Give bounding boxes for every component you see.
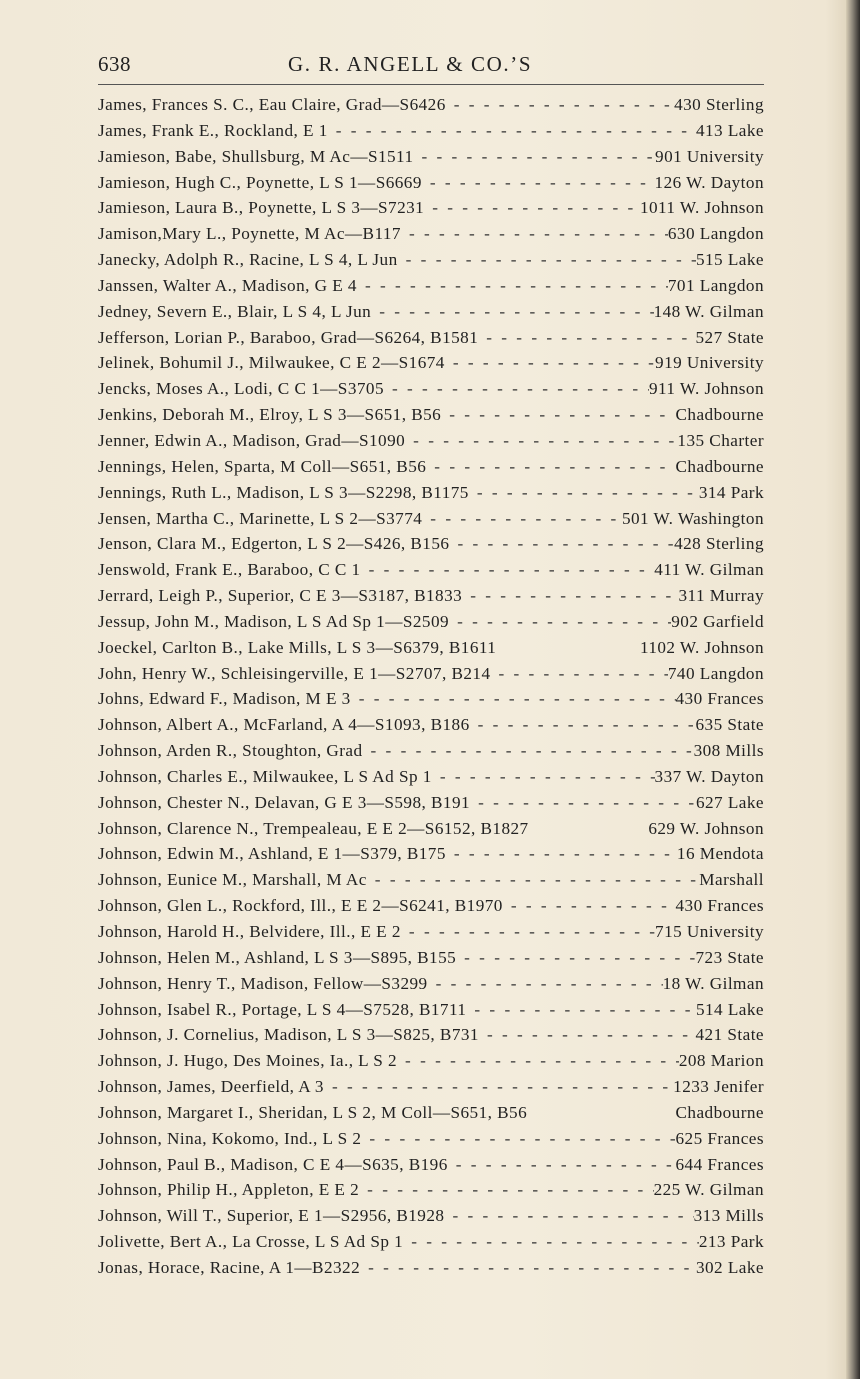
entry-name: Johnson, J. Hugo, Des Moines, Ia., L S 2 <box>98 1051 398 1071</box>
entry-address: 18 W. Gilman <box>662 973 764 993</box>
entry-address: 311 Murray <box>678 586 764 606</box>
entry-address: 225 W. Gilman <box>653 1180 764 1200</box>
entry-address: 1233 Jenifer <box>673 1077 764 1097</box>
entry-name: Johnson, Paul B., Madison, C E 4—S635, B196 <box>98 1154 448 1174</box>
dot-leader <box>357 273 668 299</box>
entry-address: 911 W. Johnson <box>648 379 764 399</box>
entry-name: Johnson, Edwin M., Ashland, E 1—S379, B175 <box>98 844 446 864</box>
directory-entry <box>98 738 764 764</box>
entry-address: 629 W. Johnson <box>648 818 764 838</box>
directory-entry <box>98 1048 764 1074</box>
dot-leader <box>422 170 655 196</box>
entry-address: 411 W. Gilman <box>654 560 764 580</box>
entry-name: Jefferson, Lorian P., Baraboo, Grad—S6264, B1581 <box>98 327 479 347</box>
dot-leader <box>441 402 675 428</box>
entry-name: Jerrard, Leigh P., Superior, C E 3—S3187, B1833 <box>98 586 463 606</box>
dot-leader <box>361 557 655 583</box>
dot-leader <box>324 1074 673 1100</box>
dot-leader <box>405 428 677 454</box>
entry-name: Johnson, Glen L., Rockford, Ill., E E 2—S6241, B1970 <box>98 896 503 916</box>
directory-entry <box>98 635 764 661</box>
directory-entry <box>98 1229 764 1255</box>
dot-leader <box>371 299 653 325</box>
entry-name: Janssen, Walter A., Madison, G E 4 <box>98 275 357 295</box>
directory-entry <box>98 325 764 351</box>
directory-entry <box>98 480 764 506</box>
entry-address: 501 W. Washington <box>621 508 764 528</box>
entry-address: 337 W. Dayton <box>654 766 764 786</box>
dot-leader <box>384 376 649 402</box>
directory-entry <box>98 867 764 893</box>
entry-address: 740 Langdon <box>667 663 764 683</box>
entry-address: 308 Mills <box>693 741 764 761</box>
dot-leader <box>397 1048 679 1074</box>
directory-entry <box>98 170 764 196</box>
entry-name: Jedney, Severn E., Blair, L S 4, L Jun <box>98 301 372 321</box>
dot-leader <box>444 1203 693 1229</box>
entry-name: Johnson, Eunice M., Marshall, M Ac <box>98 870 367 890</box>
entry-address: 527 State <box>695 327 764 347</box>
dot-leader <box>363 738 694 764</box>
directory-entry <box>98 609 764 635</box>
directory-entry <box>98 273 764 299</box>
entry-name: Jenson, Clara M., Edgerton, L S 2—S426, B156 <box>98 534 450 554</box>
entry-address: 413 Lake <box>695 120 764 140</box>
entry-name: Johnson, Philip H., Appleton, E E 2 <box>98 1180 360 1200</box>
entry-name: Johnson, Charles E., Milwaukee, L S Ad Sp 1 <box>98 766 432 786</box>
dot-leader <box>445 350 655 376</box>
dot-leader <box>351 686 676 712</box>
directory-entry <box>98 919 764 945</box>
entry-address: 644 Frances <box>675 1154 764 1174</box>
entry-address: 135 Charter <box>677 430 764 450</box>
dot-leader <box>491 661 668 687</box>
entry-name: Jamison,Mary L., Poynette, M Ac—B117 <box>98 224 401 244</box>
entry-name: Jenner, Edwin A., Madison, Grad—S1090 <box>98 430 406 450</box>
entry-name: Janecky, Adolph R., Racine, L S 4, L Jun <box>98 250 398 270</box>
entry-address: 701 Langdon <box>667 275 764 295</box>
directory-entry <box>98 712 764 738</box>
entry-address: 430 Sterling <box>674 95 764 114</box>
directory-entry <box>98 402 764 428</box>
entry-address: 1102 W. Johnson <box>639 637 764 657</box>
entry-address: Chadbourne <box>675 1102 764 1122</box>
dot-leader <box>446 841 677 867</box>
directory-entry <box>98 247 764 273</box>
directory-entry <box>98 92 764 118</box>
dot-leader <box>414 144 656 170</box>
page-edge-shadow <box>846 0 860 1379</box>
directory-entry <box>98 816 764 842</box>
directory-entry <box>98 1022 764 1048</box>
dot-leader <box>503 893 676 919</box>
entry-name: Johnson, Isabel R., Portage, L S 4—S7528, B1711 <box>98 999 467 1019</box>
entry-name: Johnson, Margaret I., Sheridan, L S 2, M Coll—S651, B56 <box>98 1102 528 1122</box>
dot-leader <box>479 1022 696 1048</box>
dot-leader <box>478 325 695 351</box>
page-header <box>98 52 764 80</box>
directory-entry <box>98 997 764 1023</box>
dot-leader <box>422 506 622 532</box>
entry-name: Jennings, Ruth L., Madison, L S 3—S2298, B1175 <box>98 482 469 502</box>
entry-address: 514 Lake <box>695 999 764 1019</box>
dot-leader <box>361 1126 675 1152</box>
entry-name: Johnson, Chester N., Delavan, G E 3—S598, B191 <box>98 792 471 812</box>
entry-address: 208 Marion <box>678 1051 764 1071</box>
entry-address: 625 Frances <box>675 1128 764 1148</box>
directory-entry <box>98 428 764 454</box>
dot-leader <box>424 195 640 221</box>
dot-leader <box>456 945 695 971</box>
entry-address: 314 Park <box>698 482 764 502</box>
dot-leader <box>359 1177 653 1203</box>
dot-leader <box>367 867 700 893</box>
header-rule <box>98 84 764 85</box>
dot-leader <box>403 1229 699 1255</box>
dot-leader <box>449 531 674 557</box>
entry-name: Johnson, Nina, Kokomo, Ind., L S 2 <box>98 1128 362 1148</box>
directory-entry <box>98 1177 764 1203</box>
entry-name: Johnson, Harold H., Belvidere, Ill., E E 2 <box>98 922 401 941</box>
directory-entries <box>98 92 764 1281</box>
directory-entry <box>98 841 764 867</box>
entry-address: 148 W. Gilman <box>653 301 764 321</box>
directory-entry <box>98 350 764 376</box>
dot-leader <box>360 1255 696 1281</box>
entry-name: Johnson, Clarence N., Trempealeau, E E 2—S6152, B1827 <box>98 818 529 838</box>
directory-entry <box>98 945 764 971</box>
entry-address: 428 Sterling <box>674 534 764 554</box>
directory-entry <box>98 1100 764 1126</box>
directory-entry <box>98 1074 764 1100</box>
entry-address: 430 Frances <box>675 896 764 916</box>
entry-address: 313 Mills <box>693 1206 764 1226</box>
entry-address: 635 State <box>695 715 764 735</box>
entry-address: 1011 W. Johnson <box>639 198 764 218</box>
dot-leader <box>449 609 671 635</box>
entry-name: Jonas, Horace, Racine, A 1—B2322 <box>98 1257 361 1277</box>
directory-entry <box>98 764 764 790</box>
entry-name: Jamieson, Laura B., Poynette, L S 3—S7231 <box>98 198 425 218</box>
entry-address: Chadbourne <box>675 456 764 476</box>
directory-entry <box>98 790 764 816</box>
directory-entry <box>98 221 764 247</box>
entry-name: Jencks, Moses A., Lodi, C C 1—S3705 <box>98 379 384 399</box>
entry-name: Joeckel, Carlton B., Lake Mills, L S 3—S6379, B1611 <box>98 637 497 657</box>
directory-entry <box>98 1152 764 1178</box>
directory-entry <box>98 583 764 609</box>
entry-name: James, Frances S. C., Eau Claire, Grad—S6426 <box>98 95 446 114</box>
directory-entry <box>98 195 764 221</box>
running-title: G. R. ANGELL & CO.’S <box>288 52 533 76</box>
directory-entry <box>98 454 764 480</box>
dot-leader <box>328 118 696 144</box>
directory-entry <box>98 118 764 144</box>
entry-name: James, Frank E., Rockland, E 1 <box>98 120 328 140</box>
entry-name: Johnson, Helen M., Ashland, L S 3—S895, B155 <box>98 947 457 967</box>
entry-name: Johnson, Will T., Superior, E 1—S2956, B1928 <box>98 1206 445 1226</box>
directory-entry <box>98 506 764 532</box>
directory-entry <box>98 144 764 170</box>
entry-name: Jamieson, Babe, Shullsburg, M Ac—S1511 <box>98 146 414 166</box>
dot-leader <box>469 480 699 506</box>
directory-entry <box>98 531 764 557</box>
dot-leader <box>398 247 696 273</box>
dot-leader <box>432 764 655 790</box>
entry-name: Johnson, Arden R., Stoughton, Grad <box>98 741 363 761</box>
entry-name: Jelinek, Bohumil J., Milwaukee, C E 2—S1674 <box>98 353 445 373</box>
entry-name: Jamieson, Hugh C., Poynette, L S 1—S6669 <box>98 172 422 192</box>
entry-address: 627 Lake <box>695 792 764 812</box>
directory-entry <box>98 1255 764 1281</box>
entry-name: Johnson, Henry T., Madison, Fellow—S3299 <box>98 973 428 993</box>
entry-address: 16 Mendota <box>676 844 764 864</box>
entry-address: Marshall <box>699 870 764 890</box>
dot-leader <box>401 919 655 945</box>
entry-name: Jenkins, Deborah M., Elroy, L S 3—S651, B56 <box>98 405 442 425</box>
entry-name: Jolivette, Bert A., La Crosse, L S Ad Sp 1 <box>98 1232 404 1252</box>
directory-entry <box>98 376 764 402</box>
dot-leader <box>401 221 668 247</box>
directory-entry <box>98 557 764 583</box>
entry-name: Johnson, James, Deerfield, A 3 <box>98 1077 324 1097</box>
dot-leader <box>446 92 674 118</box>
entry-address: 901 University <box>655 146 764 166</box>
entry-address: 919 University <box>655 353 764 373</box>
directory-entry <box>98 893 764 919</box>
entry-name: Johns, Edward F., Madison, M E 3 <box>98 689 351 709</box>
entry-name: Jennings, Helen, Sparta, M Coll—S651, B56 <box>98 456 427 476</box>
directory-entry <box>98 686 764 712</box>
entry-address: 723 State <box>695 947 764 967</box>
directory-entry <box>98 971 764 997</box>
dot-leader <box>466 997 696 1023</box>
directory-entry <box>98 299 764 325</box>
directory-entry <box>98 1203 764 1229</box>
entry-name: Johnson, J. Cornelius, Madison, L S 3—S825, B731 <box>98 1025 479 1045</box>
entry-address: 715 University <box>655 922 764 941</box>
entry-address: 902 Garfield <box>671 611 764 631</box>
dot-leader <box>462 583 678 609</box>
entry-address: 421 State <box>695 1025 764 1045</box>
entry-address: 515 Lake <box>695 250 764 270</box>
dot-leader <box>428 971 663 997</box>
directory-entry <box>98 1126 764 1152</box>
entry-name: Johnson, Albert A., McFarland, A 4—S1093, B186 <box>98 715 470 735</box>
entry-address: Chadbourne <box>675 405 764 425</box>
entry-address: 630 Langdon <box>667 224 764 244</box>
dot-leader <box>448 1152 676 1178</box>
dot-leader <box>470 790 696 816</box>
entry-name: Jensen, Martha C., Marinette, L S 2—S3774 <box>98 508 423 528</box>
entry-name: Jenswold, Frank E., Baraboo, C C 1 <box>98 560 361 580</box>
dot-leader <box>426 454 675 480</box>
page-number: 638 <box>98 52 131 76</box>
directory-entry <box>98 661 764 687</box>
entry-address: 126 W. Dayton <box>654 172 764 192</box>
entry-name: John, Henry W., Schleisingerville, E 1—S2707, B214 <box>98 663 491 683</box>
entry-name: Jessup, John M., Madison, L S Ad Sp 1—S2509 <box>98 611 450 631</box>
entry-address: 213 Park <box>698 1232 764 1252</box>
entry-address: 302 Lake <box>695 1257 764 1277</box>
dot-leader <box>470 712 696 738</box>
entry-address: 430 Frances <box>675 689 764 709</box>
